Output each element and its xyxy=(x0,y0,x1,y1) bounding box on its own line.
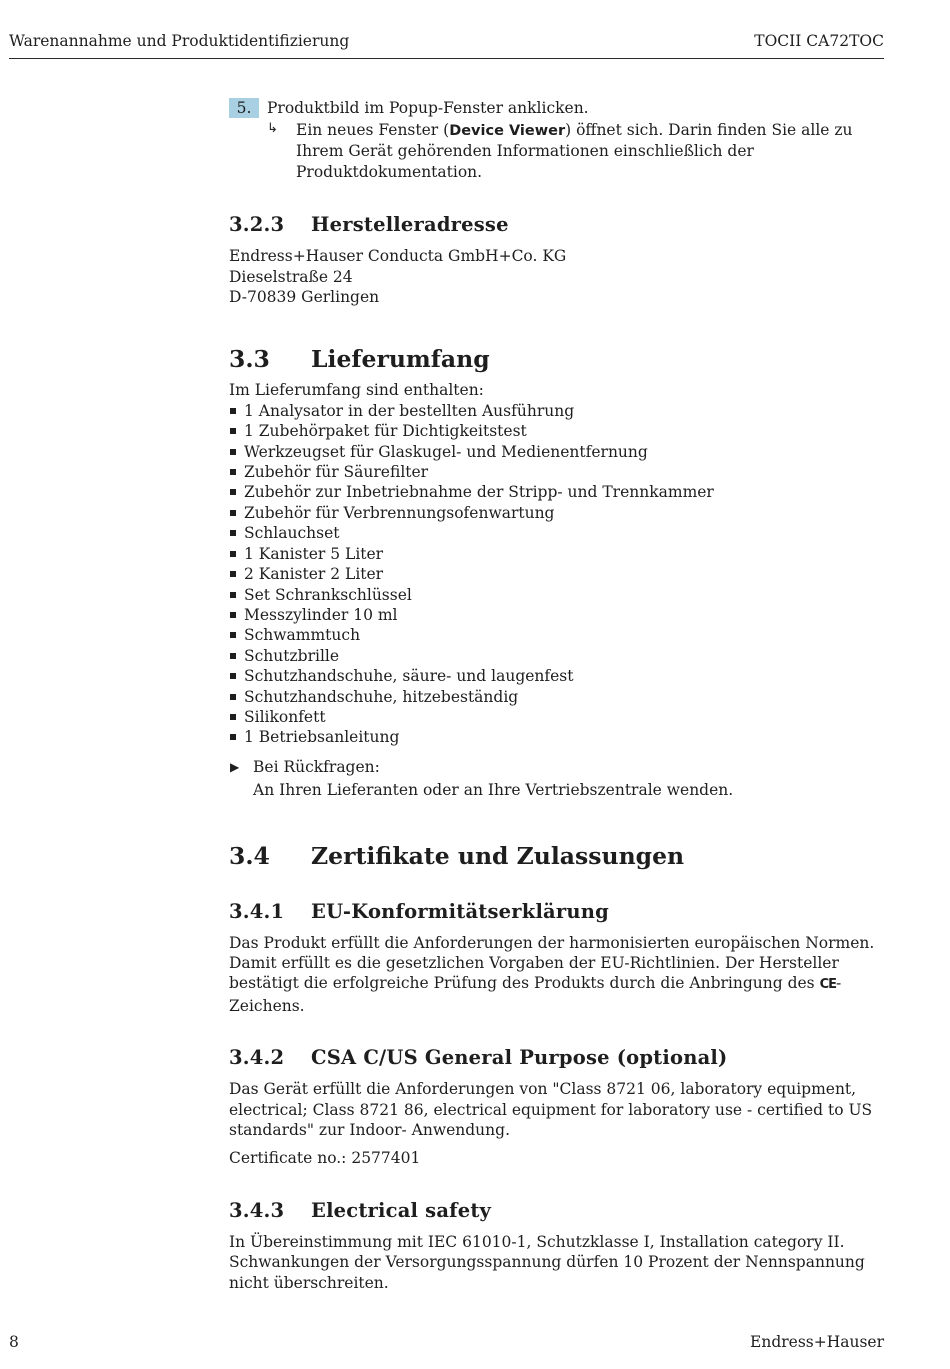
action-label: Bei Rückfragen: xyxy=(253,757,380,776)
header-chapter-title: Warenannahme und Produktidentifizierung xyxy=(9,32,350,50)
section-number: 3.4.3 xyxy=(229,1198,285,1222)
heading-3-4-3 xyxy=(229,1199,885,1223)
section-number: 3.2.3 xyxy=(229,213,285,237)
section-title: CSA C/US General Purpose (optional) xyxy=(311,1046,728,1070)
certificate-number: Certificate no.: 2577401 xyxy=(229,1149,421,1168)
heading-3-4 xyxy=(229,842,885,870)
page-content xyxy=(229,98,885,1293)
ce-mark-icon: CE xyxy=(819,977,836,993)
header-product-name: TOCII CA72TOC xyxy=(754,32,884,50)
section-number: 3.4.1 xyxy=(229,899,285,923)
heading-3-3 xyxy=(229,345,885,373)
address-line: D-70839 Gerlingen xyxy=(229,288,380,307)
list-item: 1 Zubehörpaket für Dichtigkeitstest xyxy=(229,421,885,441)
result-text-pre: Ein neues Fenster ( xyxy=(296,121,450,139)
heading-3-2-3 xyxy=(229,213,885,237)
section-title: EU-Konformitätserklärung xyxy=(311,899,609,923)
eu-text-pre: Das Produkt erfüllt die Anforderungen der harmonisierten europäischen Normen. Damit erfüllt es die gesetzlichen Vorgaben der EU-Richtlinien. Der Hersteller bestätigt die erfolgreiche Prüfung des Produkts durch die Anbringung des xyxy=(229,933,875,993)
section-title: Herstelleradresse xyxy=(311,213,509,237)
action-text: An Ihren Lieferanten oder an Ihre Vertriebszentrale wenden. xyxy=(253,781,734,800)
section-number: 3.4.2 xyxy=(229,1046,285,1070)
list-item: Zubehör für Verbrennungsofenwartung xyxy=(229,503,885,523)
step-result xyxy=(229,120,885,182)
result-text-post: ) öffnet sich. Darin finden Sie alle zu Ihrem Gerät gehörenden Informationen einschließlich der Produktdokumentation. xyxy=(296,121,853,181)
list-item: Messzylinder 10 ml xyxy=(229,605,885,625)
heading-3-4-2 xyxy=(229,1046,885,1070)
list-item: 1 Kanister 5 Liter xyxy=(229,544,885,564)
footer-brand: Endress+Hauser xyxy=(750,1333,884,1351)
list-item: Schwammtuch xyxy=(229,625,885,645)
list-item: 1 Betriebsanleitung xyxy=(229,727,885,747)
address-line: Endress+Hauser Conducta GmbH+Co. KG xyxy=(229,247,567,266)
csa-text: Das Gerät erfüllt die Anforderungen von "Class 8721 06, laboratory equipment, electrical; Class 8721 86, electrical equipment for laboratory use - certified to US standards" zur Indoor- Anwendung. xyxy=(229,1080,873,1139)
section-number: 3.4 xyxy=(229,841,270,870)
manufacturer-address xyxy=(229,246,885,307)
page-header xyxy=(9,30,884,59)
page-number: 8 xyxy=(9,1333,19,1351)
electrical-safety-text: In Übereinstimmung mit IEC 61010-1, Schutzklasse I, Installation category II. Schwankungen der Versorgungsspannung dürfen 10 Prozent der Nennspannung nicht überschreiten. xyxy=(229,1232,865,1292)
scope-intro: Im Lieferumfang sind enthalten: xyxy=(229,381,484,400)
device-viewer-label: Device Viewer xyxy=(449,123,566,139)
list-item: Schlauchset xyxy=(229,523,885,543)
eu-text-post: -Zeichens. xyxy=(229,974,842,1015)
list-item: Werkzeugset für Glaskugel- und Medienentfernung xyxy=(229,442,885,462)
result-arrow-icon: ↳ xyxy=(267,121,278,136)
step-text: Produktbild im Popup-Fenster anklicken. xyxy=(267,99,589,117)
scope-list xyxy=(229,401,885,748)
list-item: 1 Analysator in der bestellten Ausführung xyxy=(229,401,885,421)
section-title: Zertifikate und Zulassungen xyxy=(311,841,685,870)
list-item: 2 Kanister 2 Liter xyxy=(229,564,885,584)
section-title: Lieferumfang xyxy=(311,345,490,374)
section-title: Electrical safety xyxy=(311,1198,492,1222)
list-item: Silikonfett xyxy=(229,707,885,727)
step-5 xyxy=(229,98,885,119)
list-item: Set Schrankschlüssel xyxy=(229,585,885,605)
list-item: Zubehör zur Inbetriebnahme der Stripp- und Trennkammer xyxy=(229,482,885,502)
address-line: Dieselstraße 24 xyxy=(229,267,353,286)
list-item: Zubehör für Säurefilter xyxy=(229,462,885,482)
list-item: Schutzbrille xyxy=(229,646,885,666)
section-number: 3.3 xyxy=(229,345,270,374)
eu-conformity-text xyxy=(229,933,885,1017)
heading-3-4-1 xyxy=(229,900,885,924)
list-item: Schutzhandschuhe, hitzebeständig xyxy=(229,687,885,707)
list-item: Schutzhandschuhe, säure- und laugenfest xyxy=(229,666,885,686)
action-triangle-icon: ▶ xyxy=(230,759,240,774)
contact-instruction xyxy=(229,757,885,801)
step-number: 5. xyxy=(229,98,259,118)
